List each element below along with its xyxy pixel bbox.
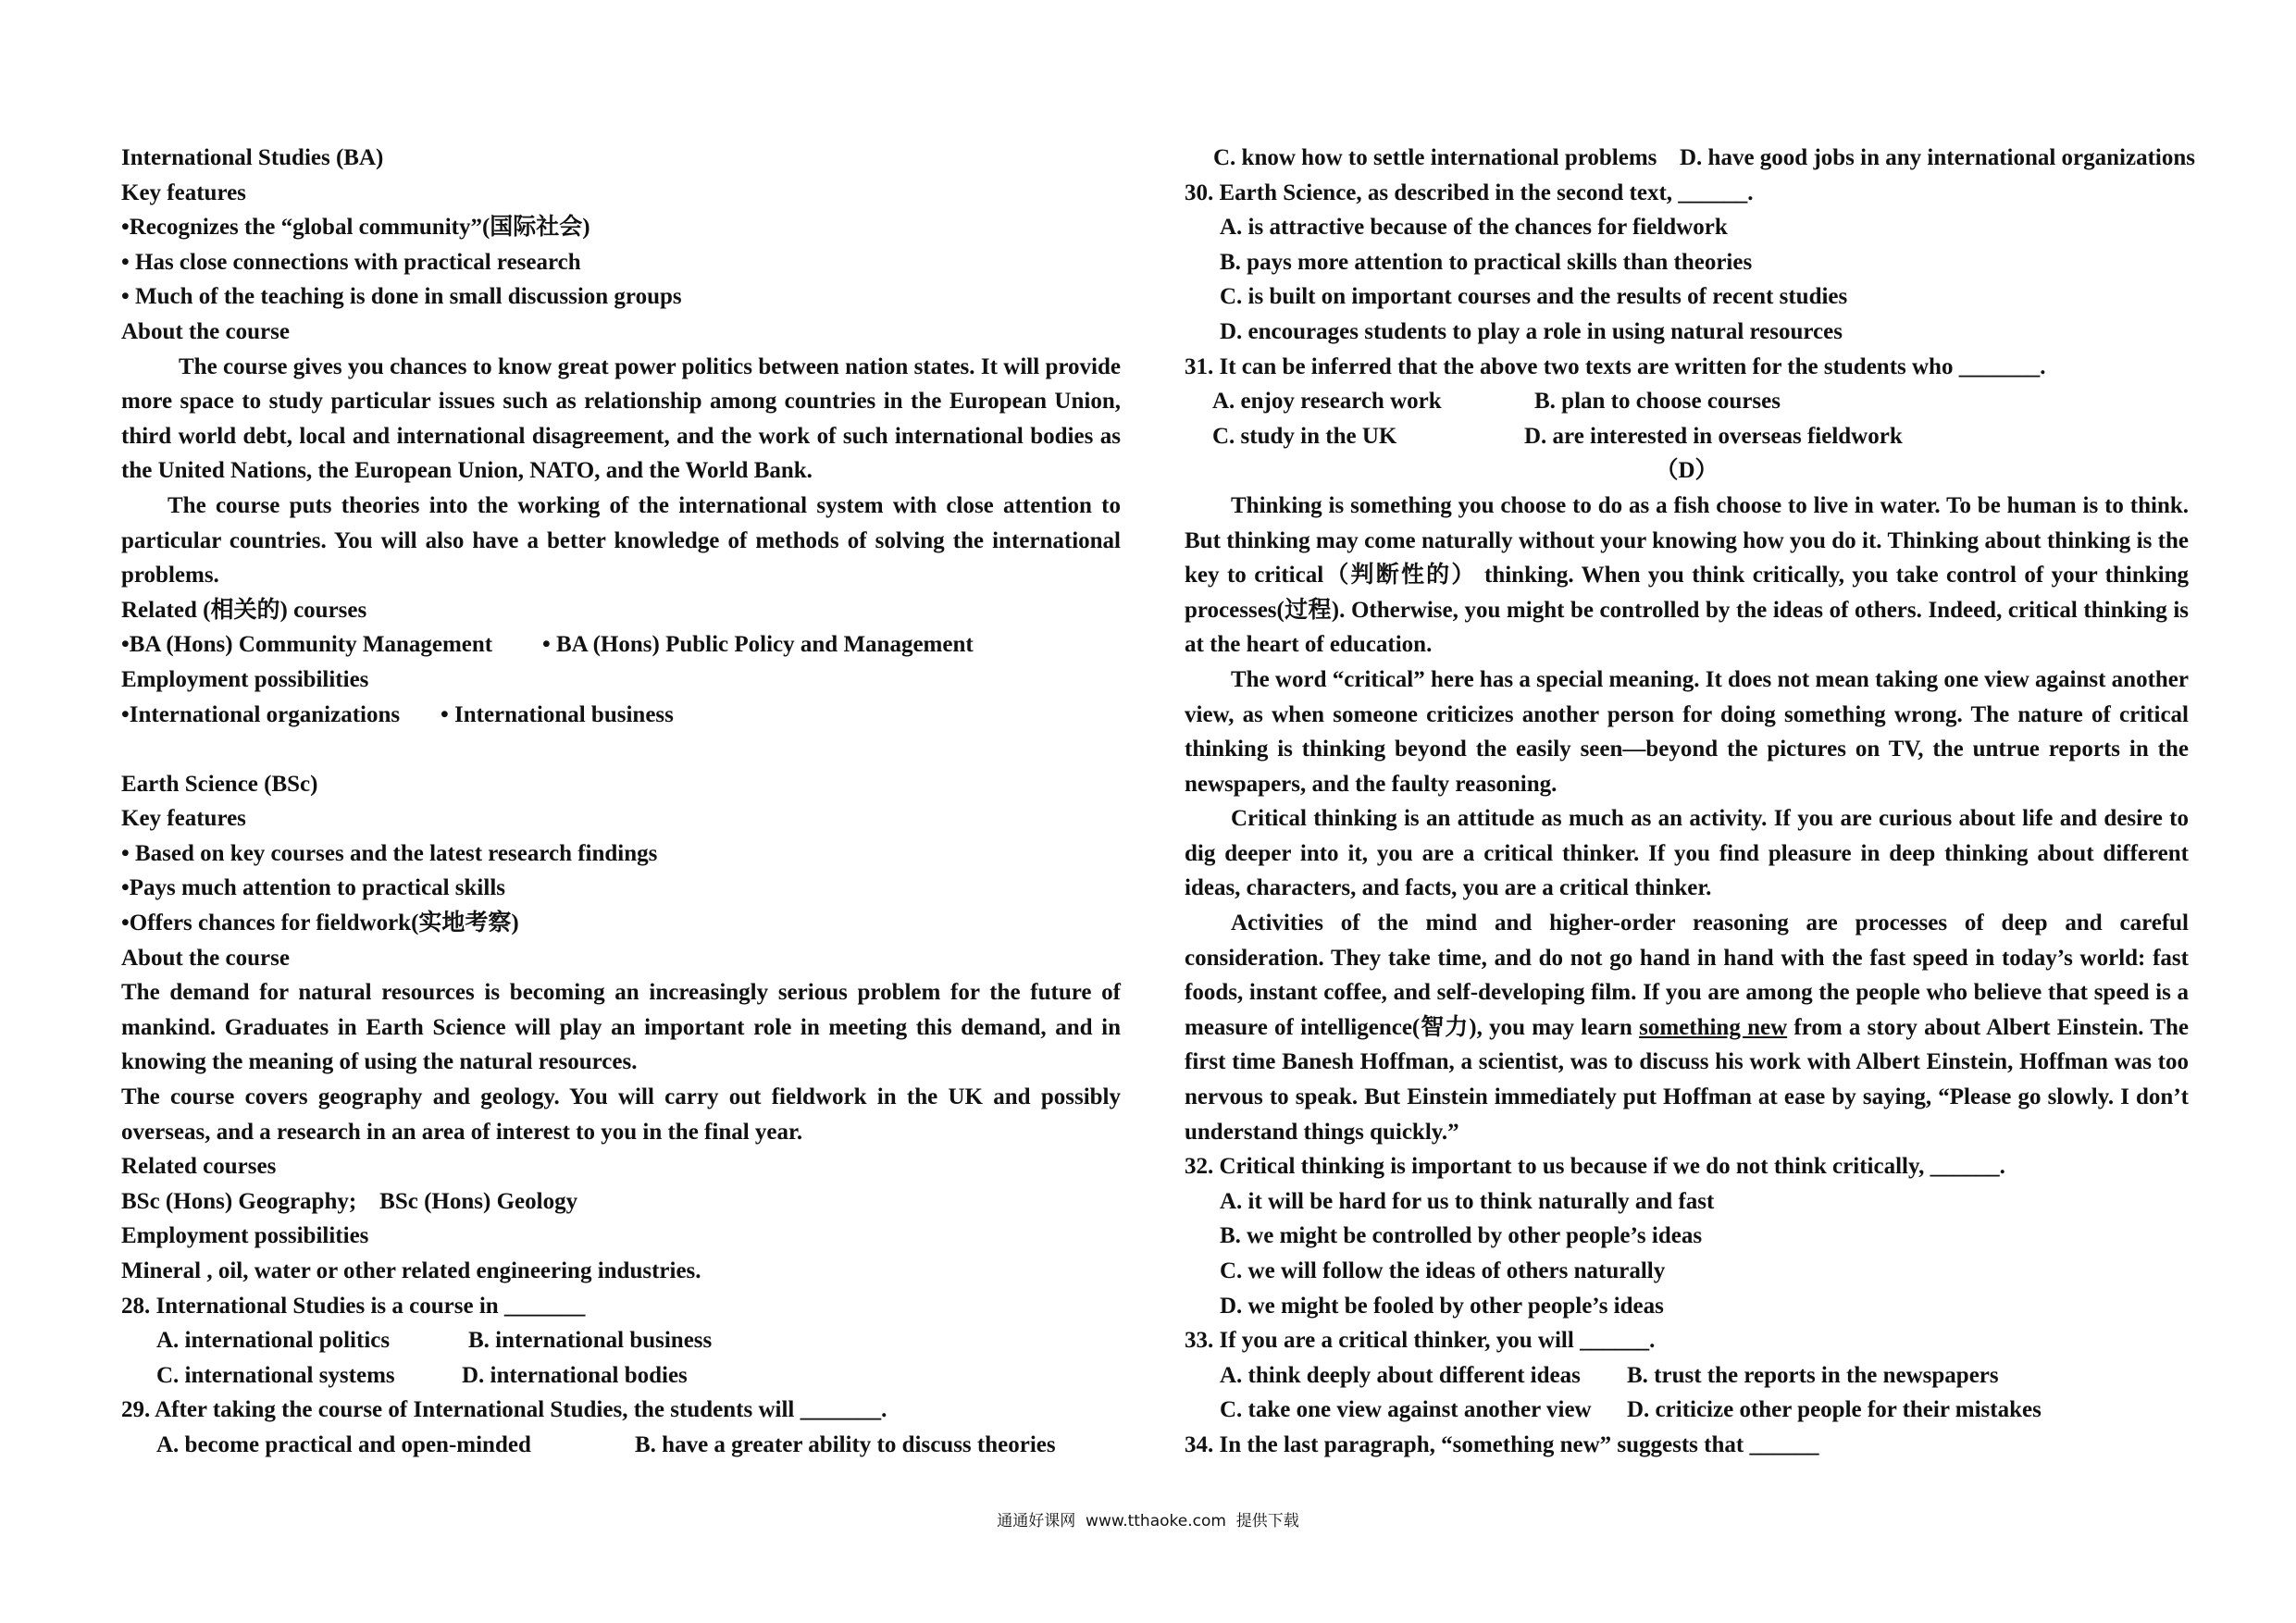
question-33-options-row-1 xyxy=(1185,1358,2189,1394)
earth-employment-heading: Employment possibilities xyxy=(121,1223,369,1249)
footer-source-credit: 通通好课网 www.tthaoke.com 提供下载 xyxy=(997,1512,1299,1530)
option-a: A. think deeply about different ideas xyxy=(1220,1362,1581,1388)
intl-feature-item: • Much of the teaching is done in small discussion groups xyxy=(121,284,682,310)
earth-science-title: Earth Science (BSc) xyxy=(121,771,318,797)
option-c: C. study in the UK xyxy=(1212,423,1397,449)
question-32-option-d: D. we might be fooled by other people’s ideas xyxy=(1220,1293,1664,1319)
intl-employment-item: •International organizations xyxy=(121,701,401,727)
intl-employment-list xyxy=(121,698,1121,733)
section-spacer xyxy=(121,732,1121,767)
option-b: B. have a greater ability to discuss theories xyxy=(635,1431,1056,1457)
earth-feature-item: •Offers chances for fieldwork(实地考察) xyxy=(121,911,519,936)
passage-d-paragraph-3: Critical thinking is an attitude as much as an activity. If you are curious about life and desire to dig deeper into it, you are a critical thinker. If you find pleasure in deep thinking about different ideas, characters, and facts, you are a critical thinker. xyxy=(1185,806,2189,901)
option-b: B. trust the reports in the newspapers xyxy=(1627,1362,1999,1388)
intl-related-courses xyxy=(121,627,1121,663)
passage-d-paragraph-1: Thinking is something you choose to do as a fish choose to live in water. To be human is to think. But thinking may come naturally without your knowing how you do it. Thinking about thinking is the key to critical（判断性的） thinking. When you think critically, you take control of your thinking processes(过程). Otherwise, you might be controlled by the ideas of others. Indeed, critical thinking is at the heart of education. xyxy=(1185,492,2189,658)
question-33-options-row-2 xyxy=(1185,1393,2189,1428)
option-b: B. plan to choose courses xyxy=(1534,389,1781,415)
left-column xyxy=(121,141,1121,1463)
earth-about-paragraph-2: The course covers geography and geology. You will carry out fieldwork in the UK and possibly overseas, and a research in an area of interest to you in the final year. xyxy=(121,1084,1121,1145)
earth-feature-item: • Based on key courses and the latest research findings xyxy=(121,840,658,866)
earth-related-courses: BSc (Hons) Geography; BSc (Hons) Geology xyxy=(121,1188,578,1214)
question-31: 31. It can be inferred that the above two texts are written for the students who _______. xyxy=(1185,353,2046,379)
option-d: D. international bodies xyxy=(462,1362,688,1388)
option-a: A. become practical and open-minded xyxy=(156,1431,531,1457)
intl-employment-heading: Employment possibilities xyxy=(121,666,369,692)
earth-employment-text: Mineral , oil, water or other related engineering industries. xyxy=(121,1258,701,1283)
question-31-options-row-1 xyxy=(1185,384,2189,419)
right-column xyxy=(1185,141,2196,1463)
intl-about-heading: About the course xyxy=(121,318,290,344)
question-30-option-b: B. pays more attention to practical skills than theories xyxy=(1220,249,1753,275)
intl-about-paragraph-1: The course gives you chances to know great power politics between nation states. It will provide more space to study particular issues such as relationship among countries in the European Union, third world debt, local and international disagreement, and the work of such international bodies as the United Nations, the European Union, NATO, and the World Bank. xyxy=(121,353,1121,484)
intl-feature-item: •Recognizes the “global community”(国际社会) xyxy=(121,215,590,241)
option-c: C. know how to settle international problems xyxy=(1213,145,1657,170)
option-c: C. international systems xyxy=(156,1362,395,1388)
question-31-options-row-2 xyxy=(1185,419,2189,454)
question-29-options-row-1 xyxy=(121,1428,1121,1463)
question-30-option-c: C. is built on important courses and the results of recent studies xyxy=(1220,284,1848,310)
question-30-option-a: A. is attractive because of the chances for fieldwork xyxy=(1220,215,1728,241)
question-32-option-a: A. it will be hard for us to think naturally and fast xyxy=(1220,1188,1715,1214)
option-a: A. enjoy research work xyxy=(1212,389,1442,415)
earth-about-paragraph-1: The demand for natural resources is becoming an increasingly serious problem for the future of mankind. Graduates in Earth Science will play an important role in meeting this demand, and in knowing the meaning of using the natural resources. xyxy=(121,980,1121,1075)
question-28-options-row-1 xyxy=(121,1323,1121,1358)
earth-related-heading: Related courses xyxy=(121,1154,277,1180)
option-d: D. criticize other people for their mistakes xyxy=(1627,1397,2042,1423)
question-30: 30. Earth Science, as described in the second text, ______. xyxy=(1185,180,1754,205)
question-32-option-c: C. we will follow the ideas of others naturally xyxy=(1220,1258,1666,1283)
intl-related-course-item: • BA (Hons) Public Policy and Management xyxy=(542,632,974,658)
earth-about-heading: About the course xyxy=(121,945,290,971)
option-a: A. international politics xyxy=(156,1328,391,1354)
intl-employment-item: • International business xyxy=(441,701,674,727)
intl-related-heading: Related (相关的) courses xyxy=(121,597,367,623)
question-34: 34. In the last paragraph, “something new” suggests that ______ xyxy=(1185,1431,1819,1457)
intl-key-features-heading: Key features xyxy=(121,180,246,205)
option-d: D. have good jobs in any international organizations xyxy=(1680,145,2196,170)
underlined-phrase: something new xyxy=(1639,1014,1788,1040)
intl-feature-item: • Has close connections with practical research xyxy=(121,249,581,275)
question-33: 33. If you are a critical thinker, you will ______. xyxy=(1185,1328,1656,1354)
question-32: 32. Critical thinking is important to us because if we do not think critically, ______. xyxy=(1185,1154,2005,1180)
paragraph-4-text: Activities of the mind and higher-order reasoning are processes of deep and careful consideration. They take time, and do not go hand in hand with the fast speed in today’s world: fast foods, instant coffee, and self-developing film. If you are among the people who believe that speed is a measure of intelligence(智力), you may learn xyxy=(1185,911,2189,1040)
question-28: 28. International Studies is a course in _______ xyxy=(121,1293,586,1319)
paragraph-4-text: from a story about Albert Einstein. The first time Banesh Hoffman, a scientist, was to discuss his work with Albert Einstein, Hoffman was too nervous to speak. But Einstein immediately put Hoffman at ease by saying, “Please go slowly. I don’t understand things quickly.” xyxy=(1185,1014,2190,1145)
intl-about-paragraph-2: The course puts theories into the working of the international system with close attention to particular countries. You will also have a better knowledge of methods of solving the international problems. xyxy=(121,492,1121,588)
passage-d-paragraph-4 xyxy=(1185,906,2189,1149)
intl-studies-title: International Studies (BA) xyxy=(121,145,384,170)
option-c: C. take one view against another view xyxy=(1220,1397,1592,1423)
question-29: 29. After taking the course of International Studies, the students will _______. xyxy=(121,1397,887,1423)
earth-feature-item: •Pays much attention to practical skills xyxy=(121,875,505,901)
question-29-options-row-2 xyxy=(1185,141,2196,176)
question-32-option-b: B. we might be controlled by other people’s ideas xyxy=(1220,1223,1703,1249)
option-b: B. international business xyxy=(468,1328,713,1354)
question-30-option-d: D. encourages students to play a role in using natural resources xyxy=(1220,318,1843,344)
intl-related-course-item: •BA (Hons) Community Management xyxy=(121,632,493,658)
passage-d-paragraph-2: The word “critical” here has a special meaning. It does not mean taking one view against another view, as when someone criticizes another person for doing something wrong. The nature of critical thinking is thinking beyond the easily seen—beyond the pictures on TV, the untrue reports in the newspapers, and the faulty reasoning. xyxy=(1185,666,2189,797)
earth-key-features-heading: Key features xyxy=(121,806,246,832)
question-28-options-row-2 xyxy=(121,1358,1121,1394)
section-d-heading: （D） xyxy=(1655,458,1719,484)
option-d: D. are interested in overseas fieldwork xyxy=(1524,423,1903,449)
